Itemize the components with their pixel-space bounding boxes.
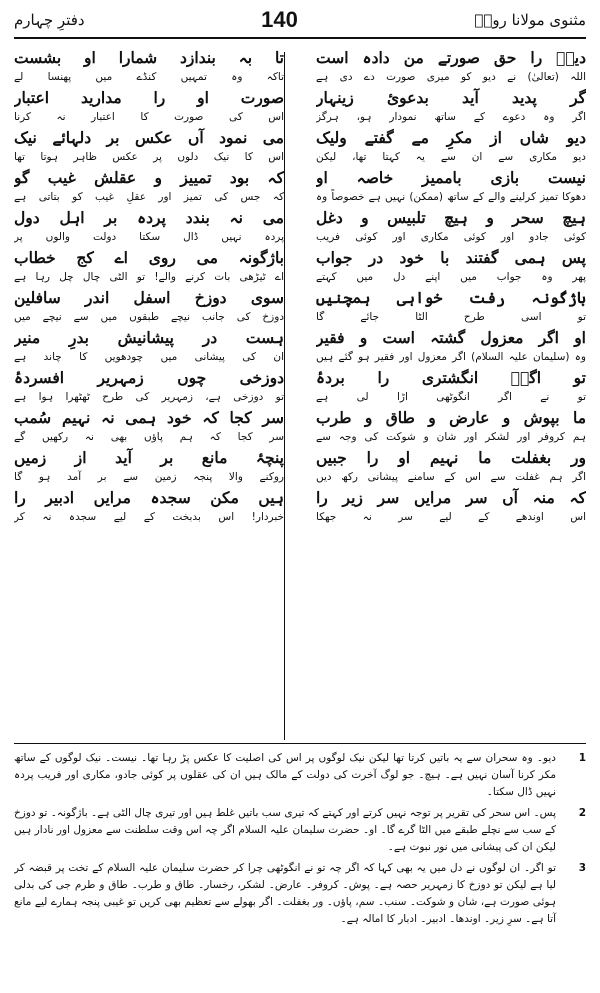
footnote-number: 3 [578, 862, 586, 874]
verse-pair [316, 246, 586, 286]
verse-line: می نہ بندد پردہ بر اہل دول [14, 208, 284, 227]
verse-line: باژگونہ رفت خواہی ہمچنیں [316, 288, 586, 307]
translation-line: تو نے اگر انگوٹھی اڑا لی ہے [316, 391, 586, 403]
translation-line: اس اوندھے کے لیے سر نہ جھکا [316, 511, 586, 523]
translation-line: خبردار! اس بدبخت کے لیے سجدہ نہ کر [14, 511, 284, 523]
footnote-text: دیو۔ وہ سحران سے یہ باتیں کرتا تھا لیکن نیک لوگوں پر اس کی اصلیت کا عکس پڑ رہا تھا۔ نیست۔ نیک لوگوں کے ساتھ مکر کرنا آسان نہیں ہے۔ ہیچ۔ جو لوگ آخرت کی دولت کے مالک ہیں ان کی عقلوں پر کوئی جادو، مکاری اور فریب پردہ نہیں ڈال سکتا۔ [14, 752, 556, 798]
verse-line: ہیچ سحر و ہیچ تلبیس و دغل [316, 208, 586, 227]
verse-line: کہ بود تمییز و عقلش غیب گو [14, 168, 284, 187]
translation-line: کہ جس کی تمیز اور عقلِ غیب کو بتاتی ہے [14, 191, 284, 203]
verse-pair [14, 166, 284, 206]
verse-line: گر پدید آید بدعوئ زینہار [316, 88, 586, 107]
verse-pair [316, 486, 586, 526]
translation-line: پھر وہ جواب میں اپنے دل میں کہتے [316, 271, 586, 283]
verse-pair [14, 126, 284, 166]
verse-line: ما بپوش و عارض و طاق و طرب [316, 408, 586, 427]
footnote [14, 805, 586, 856]
footnote-rule [14, 743, 586, 744]
translation-line: اللہ (تعالیٰ) نے دیو کو میری صورت دے دی ہے [316, 71, 586, 83]
verse-line: دیوؔ را حق صورتے من دادہ است [316, 48, 586, 67]
verse-line: سر کجا کہ خود ہمی نہ نہیم سُمب [14, 408, 284, 427]
verse-pair [316, 326, 586, 366]
verse-column-left [14, 46, 284, 726]
verse-line: تو اگرؔ انگشتری را بردۂ [316, 368, 586, 387]
book-title: مثنوی مولانا رومؒ [474, 11, 586, 29]
translation-line: اگر وہ دعوے کے ساتھ نمودار ہو، ہرگز [316, 111, 586, 123]
verse-pair [316, 46, 586, 86]
translation-line: تو دوزخی ہے، زمہریر کی طرح ٹھٹھرا ہوا ہے [14, 391, 284, 403]
translation-line: روکنے والا پنجہ زمین سے بر آمد ہو گا [14, 471, 284, 483]
verse-pair [14, 326, 284, 366]
translation-line: تاکہ وہ تمہیں کنڈے میں پھنسا لے [14, 71, 284, 83]
volume-title: دفترِ چہارم [14, 11, 85, 29]
verse-line: پنچۂ مانع بر آید از زمیں [14, 448, 284, 467]
verse-line: او اگر معزول گشتہ است و فقیر [316, 328, 586, 347]
verse-pair [14, 406, 284, 446]
verse-pair [14, 206, 284, 246]
verse-line: صورت او را مدارید اعتبار [14, 88, 284, 107]
header-rule [14, 37, 586, 39]
footnote [14, 750, 586, 801]
verse-columns [14, 46, 586, 726]
verse-line: دیو شاں از مکرِ مے گفتے ولیک [316, 128, 586, 147]
verse-line: کہ منہ آں سر مرایں سر زیر را [316, 488, 586, 507]
translation-line: کوئی جادو اور کوئی مکاری اور کوئی فریب [316, 231, 586, 243]
translation-line: پردہ نہیں ڈال سکتا دولت والوں پر [14, 231, 284, 243]
translation-line: اے ٹیڑھی بات کرنے والے! تو الٹی چال چل رہا ہے [14, 271, 284, 283]
translation-line: اس کی صورت کا اعتبار نہ کرنا [14, 111, 284, 123]
footnotes [14, 750, 586, 988]
verse-pair [14, 286, 284, 326]
verse-pair [316, 406, 586, 446]
translation-line: وہ (سلیمان علیہ السلام) اگر معزول اور فقیر ہو گئے ہیں [316, 351, 586, 363]
verse-pair [14, 486, 284, 526]
verse-pair [14, 86, 284, 126]
translation-line: دھوکا تمیز کرلینے والے کے ساتھ (ممکن) نہیں ہے خصوصاً وہ [316, 191, 586, 203]
footnote-text: تو اگر۔ ان لوگوں نے دل میں یہ بھی کہا کہ اگر چہ تو نے انگوٹھی چرا کر حضرت سلیمان علیہ السلام کے تخت پر قبضہ کر لیا ہے لیکن تو دوزخ کا زمہریر حصہ ہے۔ پوش۔ کروفر۔ عارض۔ لشکر، رخسار۔ طاق و طرب۔ طاق و طرم جی کی بدلی ہوئی صورت ہے، شان و شوکت۔ سنب۔ سم، پاؤں۔ ور بغفلت۔ اگر بھولے سے تعظیم بھی کریں تو غیبی پنجہ ہمارے لیے مانع آتا ہے۔ سرِ زیر۔ اوندھا۔ ادبیر۔ ادبار کا امالہ ہے۔ [14, 862, 556, 925]
verse-pair [14, 446, 284, 486]
verse-line: ور بغفلت ما نہیم او را جبیں [316, 448, 586, 467]
verse-pair [316, 206, 586, 246]
verse-line: نیست بازی باممیز خاصہ او [316, 168, 586, 187]
verse-pair [14, 366, 284, 406]
verse-line: ہیں مکن سجدہ مرایں ادبیر را [14, 488, 284, 507]
translation-line: دوزخ کی جانب نیچے طبقوں میں سے نیچے میں [14, 311, 284, 323]
page-header [14, 6, 586, 34]
column-divider [284, 52, 285, 740]
translation-line: اگر ہم غفلت سے اس کے سامنے پیشانی رکھ دیں [316, 471, 586, 483]
verse-line: پس ہمی گفتند با خود در جواب [316, 248, 586, 267]
page-number: 140 [261, 7, 298, 32]
footnote-text: پس۔ اس سحر کی تقریر پر توجہ نہیں کرتے اور کہتے کہ تیری سب باتیں غلط ہیں اور تیری چال الٹی ہے۔ باژگونہ۔ تو دوزخ کے سب سے نچلے طبقے میں الٹا گرے گا۔ او۔ حضرت سلیمان علیہ السلام اگر چہ اس وقت سلطنت سے معزول اور نادار ہیں لیکن ان کی پیشانی میں نور نبوت ہے۔ [14, 807, 556, 853]
verse-line: سوی دوزخ اسفل اندر سافلین [14, 288, 284, 307]
translation-line: سر کجا کہ ہم پاؤں بھی نہ رکھیں گے [14, 431, 284, 443]
translation-line: ہم کروفر اور لشکر اور شان و شوکت کی وجہ سے [316, 431, 586, 443]
verse-pair [316, 366, 586, 406]
footnote-number: 2 [578, 807, 586, 819]
verse-pair [316, 286, 586, 326]
verse-column-right [316, 46, 586, 726]
translation-line: دیو مکاری سے ان سے یہ کہتا تھا، لیکن [316, 151, 586, 163]
footnote [14, 860, 586, 928]
verse-pair [316, 166, 586, 206]
translation-line: ان کی پیشانی میں چودھویں کا چاند ہے [14, 351, 284, 363]
verse-pair [316, 126, 586, 166]
verse-pair [14, 246, 284, 286]
translation-line: اس کا نیک دلوں پر عکس ظاہر ہوتا تھا [14, 151, 284, 163]
verse-pair [316, 86, 586, 126]
footnote-number: 1 [578, 752, 586, 764]
verse-line: می نمود آں عکس بر دلہائے نیک [14, 128, 284, 147]
verse-pair [14, 46, 284, 86]
translation-line: تو اسی طرح الٹا جائے گا [316, 311, 586, 323]
verse-line: باژگونہ می روی اے کج خطاب [14, 248, 284, 267]
verse-line: تا بہ بندازد شمارا او بشست [14, 48, 284, 67]
verse-line: دوزخی چوں زمہریر افسردۂ [14, 368, 284, 387]
verse-line: ہست در پیشانیش بدرِ منیر [14, 328, 284, 347]
verse-pair [316, 446, 586, 486]
